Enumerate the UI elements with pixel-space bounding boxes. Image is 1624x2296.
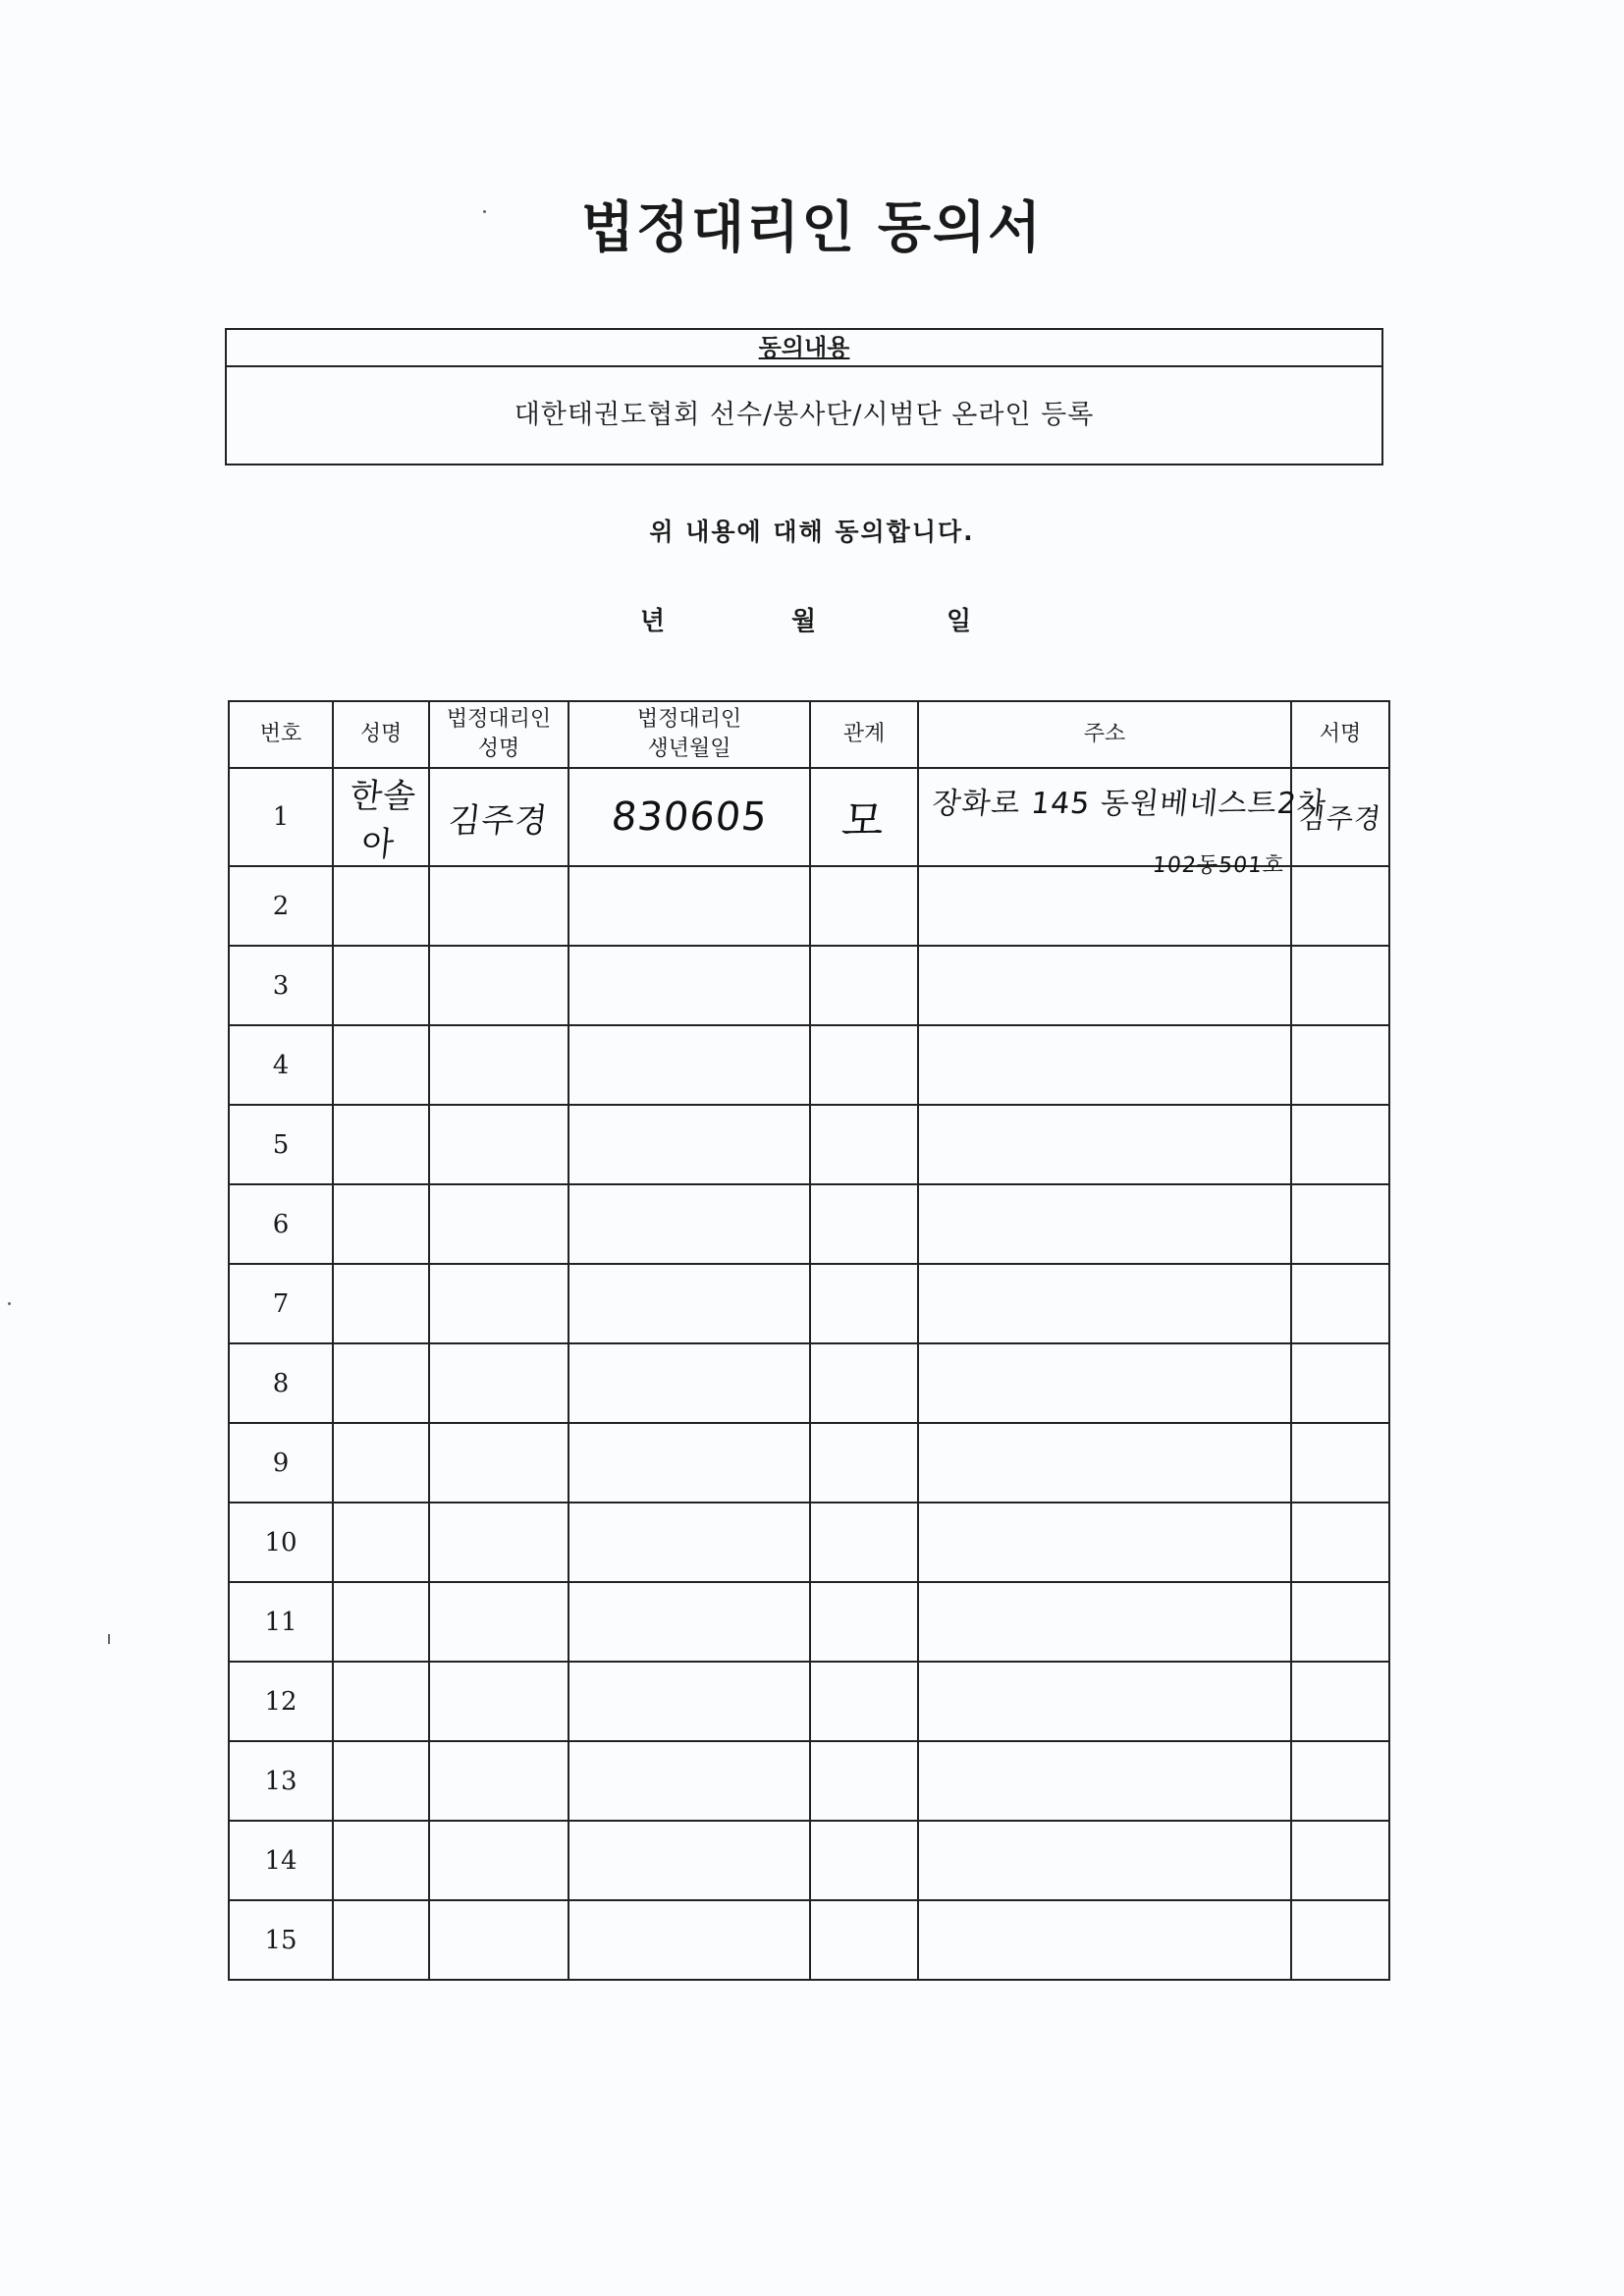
guardian-birth-cell[interactable] <box>568 1264 810 1343</box>
row-number: 10 <box>264 1527 298 1558</box>
student-name-cell[interactable] <box>333 1662 429 1741</box>
address-cell[interactable] <box>918 1025 1291 1105</box>
relation-cell[interactable] <box>810 1423 918 1503</box>
table-row <box>229 1662 1389 1741</box>
guardian-birth-cell[interactable] <box>568 1105 810 1184</box>
row-number: 14 <box>264 1845 298 1876</box>
table-row <box>229 1741 1389 1821</box>
address-cell[interactable] <box>918 1184 1291 1264</box>
table-row <box>229 946 1389 1025</box>
signature-cell[interactable] <box>1291 866 1389 946</box>
address-cell[interactable] <box>918 1503 1291 1582</box>
date-year-label: 년 <box>640 607 666 636</box>
relation-cell[interactable] <box>810 1184 918 1264</box>
signature-cell[interactable] <box>1291 946 1389 1025</box>
signature-cell[interactable] <box>1291 1821 1389 1900</box>
guardian-birth-cell[interactable] <box>568 1025 810 1105</box>
signature-cell[interactable] <box>1291 1900 1389 1980</box>
row-number-cell[interactable] <box>229 1264 333 1343</box>
row-number-cell[interactable] <box>229 1184 333 1264</box>
row-number-cell[interactable] <box>229 768 333 866</box>
scan-speck <box>8 1302 11 1305</box>
student-name-cell[interactable] <box>333 1423 429 1503</box>
agreement-statement: 위 내용에 대해 동의합니다. <box>649 518 975 546</box>
relation-cell[interactable] <box>810 866 918 946</box>
relation-cell[interactable] <box>810 1582 918 1662</box>
table-row <box>229 768 1389 866</box>
row-number: 4 <box>272 1050 290 1080</box>
relation-cell[interactable] <box>810 1343 918 1423</box>
signature-cell[interactable] <box>1291 1741 1389 1821</box>
row-number: 3 <box>272 970 290 1001</box>
table-row <box>229 1503 1389 1582</box>
row-number: 13 <box>264 1766 298 1796</box>
table-row <box>229 1025 1389 1105</box>
guardian-name-cell[interactable] <box>429 768 568 866</box>
guardian-birth-cell[interactable] <box>568 1184 810 1264</box>
signature-cell[interactable] <box>1291 1503 1389 1582</box>
row-number: 1 <box>272 802 290 832</box>
row-number-cell[interactable] <box>229 1025 333 1105</box>
guardian-birth-cell[interactable] <box>568 1900 810 1980</box>
student-name-cell[interactable] <box>333 866 429 946</box>
address-cell[interactable] <box>918 1343 1291 1423</box>
row-number-cell[interactable] <box>229 1582 333 1662</box>
row-number-cell[interactable] <box>229 1343 333 1423</box>
guardian-birth-cell[interactable] <box>568 1343 810 1423</box>
guardian-name-cell[interactable] <box>429 1582 568 1662</box>
address-line1-handwriting: 장화로 145 동원베네스트2차 <box>930 787 1328 821</box>
guardian-name-cell[interactable] <box>429 1025 568 1105</box>
guardian-name-cell[interactable] <box>429 1184 568 1264</box>
row-number-cell[interactable] <box>229 1821 333 1900</box>
student-name-cell[interactable] <box>333 1741 429 1821</box>
relation-cell[interactable] <box>810 1741 918 1821</box>
guardian-name-cell[interactable] <box>429 1741 568 1821</box>
address-line2-handwriting: 102동501호 <box>1150 853 1286 878</box>
relation-cell[interactable] <box>810 1662 918 1741</box>
guardian-name-cell[interactable] <box>429 1264 568 1343</box>
guardian-birth-cell[interactable] <box>568 1423 810 1503</box>
student-name-cell[interactable] <box>333 1264 429 1343</box>
header-guardian-name: 법정대리인 성명 <box>429 701 568 768</box>
address-cell[interactable] <box>918 1900 1291 1980</box>
guardian-name-cell[interactable] <box>429 1423 568 1503</box>
relation-cell[interactable] <box>810 1503 918 1582</box>
row-number-cell[interactable] <box>229 1662 333 1741</box>
address-cell[interactable] <box>918 1741 1291 1821</box>
guardian-name-cell[interactable] <box>429 866 568 946</box>
relation-cell[interactable] <box>810 768 918 866</box>
row-number: 7 <box>272 1288 290 1319</box>
row-number: 12 <box>264 1686 298 1717</box>
student-name-cell[interactable] <box>333 1025 429 1105</box>
guardian-birth-cell[interactable] <box>568 1503 810 1582</box>
table-row <box>229 1582 1389 1662</box>
header-address: 주소 <box>918 701 1291 768</box>
signature-cell[interactable] <box>1291 1184 1389 1264</box>
consent-content-header <box>227 330 1381 367</box>
guardian-birth-cell[interactable] <box>568 1582 810 1662</box>
guardian-birth-cell[interactable] <box>568 866 810 946</box>
row-number-cell[interactable] <box>229 1423 333 1503</box>
row-number: 6 <box>272 1209 290 1239</box>
date-day-label: 일 <box>947 607 972 636</box>
scan-speck <box>483 210 486 213</box>
signature-cell[interactable] <box>1291 1662 1389 1741</box>
row-number: 5 <box>272 1129 290 1160</box>
relation-handwriting: 모 <box>839 796 888 847</box>
student-name-cell[interactable] <box>333 946 429 1025</box>
student-name-cell[interactable] <box>333 1582 429 1662</box>
signature-handwriting: 김주경 <box>1297 802 1383 835</box>
document-title: 법정대리인 동의서 <box>580 196 1044 260</box>
relation-cell[interactable] <box>810 1105 918 1184</box>
row-number: 11 <box>264 1607 298 1637</box>
guardian-name-cell[interactable] <box>429 1343 568 1423</box>
row-number-cell[interactable] <box>229 1741 333 1821</box>
student-name-cell[interactable] <box>333 1900 429 1980</box>
relation-cell[interactable] <box>810 1900 918 1980</box>
guardian-birth-cell[interactable] <box>568 1741 810 1821</box>
consent-header-label: 동의내용 <box>758 334 850 361</box>
relation-cell[interactable] <box>810 1025 918 1105</box>
header-no: 번호 <box>229 701 333 768</box>
student-name-cell[interactable] <box>333 1343 429 1423</box>
row-number-cell[interactable] <box>229 1900 333 1980</box>
address-cell[interactable] <box>918 1105 1291 1184</box>
guardian-birth-handwriting: 830605 <box>609 794 770 840</box>
address-cell[interactable] <box>918 946 1291 1025</box>
scan-speck <box>108 1634 110 1644</box>
table-row <box>229 1184 1389 1264</box>
signature-cell[interactable] <box>1291 1343 1389 1423</box>
row-number-cell[interactable] <box>229 946 333 1025</box>
address-cell[interactable] <box>918 1662 1291 1741</box>
row-number: 8 <box>272 1368 290 1398</box>
signature-cell[interactable] <box>1291 1582 1389 1662</box>
table-row <box>229 866 1389 946</box>
header-name: 성명 <box>333 701 429 768</box>
signature-cell[interactable] <box>1291 1264 1389 1343</box>
guardian-name-cell[interactable] <box>429 1105 568 1184</box>
row-number-cell[interactable] <box>229 866 333 946</box>
student-name-cell[interactable] <box>333 1503 429 1582</box>
address-cell[interactable] <box>918 1582 1291 1662</box>
table-row <box>229 1821 1389 1900</box>
row-number: 2 <box>272 891 290 921</box>
date-month-label: 월 <box>791 607 817 636</box>
guardian-name-cell[interactable] <box>429 1821 568 1900</box>
guardian-name-cell[interactable] <box>429 1900 568 1980</box>
student-name-cell[interactable] <box>333 1821 429 1900</box>
row-number: 9 <box>272 1448 290 1478</box>
signature-cell[interactable] <box>1291 1025 1389 1105</box>
guardian-birth-cell[interactable] <box>568 1662 810 1741</box>
student-name-cell[interactable] <box>333 768 429 866</box>
header-guardian-birth: 법정대리인 생년월일 <box>568 701 810 768</box>
guardian-name-cell[interactable] <box>429 1662 568 1741</box>
guardian-name-cell[interactable] <box>429 946 568 1025</box>
address-cell[interactable] <box>918 768 1328 878</box>
signature-cell[interactable] <box>1291 1105 1389 1184</box>
address-cell[interactable] <box>918 1423 1291 1503</box>
table-row <box>229 1343 1389 1423</box>
row-number-cell[interactable] <box>229 1503 333 1582</box>
guardian-birth-cell[interactable] <box>568 768 810 866</box>
guardian-birth-cell[interactable] <box>568 1821 810 1900</box>
header-signature: 서명 <box>1291 701 1389 768</box>
consent-content-text: 대한태권도협회 선수/봉사단/시범단 온라인 등록 <box>514 400 1095 430</box>
address-cell[interactable] <box>918 866 1291 946</box>
relation-cell[interactable] <box>810 946 918 1025</box>
student-name-cell[interactable] <box>333 1105 429 1184</box>
guardian-name-cell[interactable] <box>429 1503 568 1582</box>
relation-cell[interactable] <box>810 1821 918 1900</box>
table-row <box>229 1900 1389 1980</box>
guardian-birth-cell[interactable] <box>568 946 810 1025</box>
student-name-cell[interactable] <box>333 1184 429 1264</box>
guardian-name-handwriting: 김주경 <box>446 800 551 841</box>
address-cell[interactable] <box>918 1821 1291 1900</box>
table-row <box>229 1264 1389 1343</box>
row-number-cell[interactable] <box>229 1105 333 1184</box>
student-name-handwriting: 한솔아 <box>348 777 419 864</box>
signature-cell[interactable] <box>1291 1423 1389 1503</box>
guardian-table <box>228 700 1390 1981</box>
row-number: 15 <box>264 1925 298 1955</box>
table-header-row <box>229 701 1389 768</box>
table-row <box>229 1423 1389 1503</box>
consent-content-box <box>225 328 1383 465</box>
header-relation: 관계 <box>810 701 918 768</box>
table-row <box>229 1105 1389 1184</box>
relation-cell[interactable] <box>810 1264 918 1343</box>
address-cell[interactable] <box>918 1264 1291 1343</box>
